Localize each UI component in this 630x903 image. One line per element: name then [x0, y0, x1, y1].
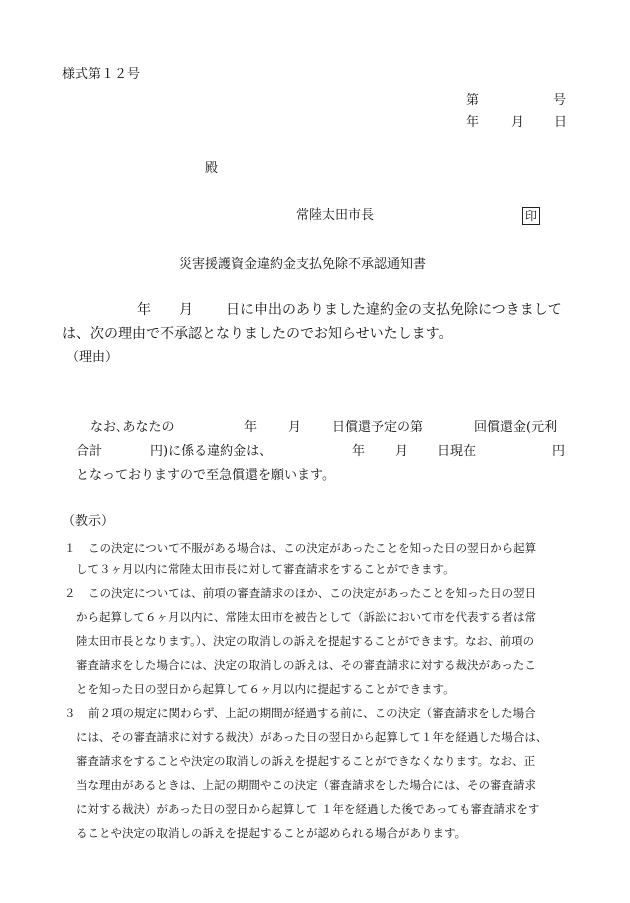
notice-line1-a: なお､あなたの: [90, 420, 175, 435]
date-year: 年: [466, 115, 480, 130]
notice-line2-month: 月: [395, 444, 409, 459]
notice-line2-c: 日現在: [437, 444, 477, 459]
instruction-item-line: して３ヶ月以内に常陸太田市長に対して審査請求をすることができます。: [76, 562, 455, 576]
instruction-item-line: に対する裁決）があった日の翌日から起算して １年を経過した後であっても審査請求をす: [76, 802, 540, 816]
doc-number-suffix: 号: [553, 93, 567, 108]
instruction-item-line: 前２項の規定に関わらず、上記の期間が経過する前に、この決定（審査請求をした場合: [88, 706, 536, 720]
date-day: 日: [554, 115, 568, 130]
instruction-item-line: この決定について不服がある場合は、この決定があったことを知った日の翌日から起算: [88, 541, 537, 555]
instruction-item-line: ることや決定の取消しの訴えを提起することが認められる場合があります。: [76, 826, 467, 840]
notice-line3: となっておりますので至急償還を願います。: [76, 468, 335, 483]
doc-number-prefix: 第: [466, 93, 480, 108]
intro-month: 月: [179, 302, 193, 318]
instruction-item-number: １: [64, 541, 76, 555]
seal-mark: 印: [522, 207, 540, 225]
instruction-heading: （教示）: [62, 514, 115, 529]
date-month: 月: [511, 115, 525, 130]
instruction-item-line: 審査請求をすることや決定の取消しの訴えを提起することができなくなります。なお、正: [76, 754, 536, 768]
intro-text-line2: は、次の理由で不承認となりましたのでお知らせいたします。: [62, 326, 453, 342]
notice-line2-b: 円)に係る違約金は、: [150, 444, 273, 459]
notice-line1-c: 回償還金(元利: [474, 420, 558, 435]
instruction-item-line: 審査請求をした場合には、決定の取消しの訴えは、その審査請求に対する裁決があったこ: [76, 658, 536, 672]
intro-text: 日に申出のありました違約金の支払免除につきまして: [226, 302, 562, 318]
instruction-item-number: ２: [64, 586, 76, 600]
notice-line1-year: 年: [244, 420, 258, 435]
instruction-item-line: には、その審査請求に対する裁決）があった日の翌日から起算して１年を経過した場合は、: [76, 730, 548, 744]
reason-heading: （理由）: [66, 350, 119, 365]
instruction-item-number: ３: [64, 706, 76, 720]
notice-line2-year: 年: [352, 444, 366, 459]
instruction-item-line: この決定については、前項の審査請求のほか、この決定があったことを知った日の翌日: [88, 586, 537, 600]
instruction-item-line: とを知った日の翌日から起算して６ヶ月以内に提起することができます。: [76, 682, 455, 696]
document-title: 災害援護資金違約金支払免除不承認通知書: [179, 257, 427, 272]
issuer: 常陸太田市長: [296, 208, 375, 223]
instruction-item-line: から起算して６ヶ月以内に、常陸太田市を被告として（訴訟において市を代表する者は常: [76, 610, 536, 624]
notice-line2-yen: 円: [552, 444, 566, 459]
instruction-item-line: 当な理由があるときは、上記の期間やこの決定（審査請求をした場合には、その審査請求: [76, 778, 536, 792]
notice-line2-a: 合計: [76, 444, 103, 459]
notice-line1-month: 月: [288, 420, 302, 435]
notice-line1-b: 日償還予定の第: [332, 420, 424, 435]
form-number: 様式第１２号: [62, 67, 141, 82]
recipient-honorific: 殿: [205, 161, 219, 176]
instruction-item-line: 陸太田市長となります。）、決定の取消しの訴えを提起することができます。なお、前項の: [76, 634, 535, 648]
intro-year: 年: [137, 302, 151, 318]
